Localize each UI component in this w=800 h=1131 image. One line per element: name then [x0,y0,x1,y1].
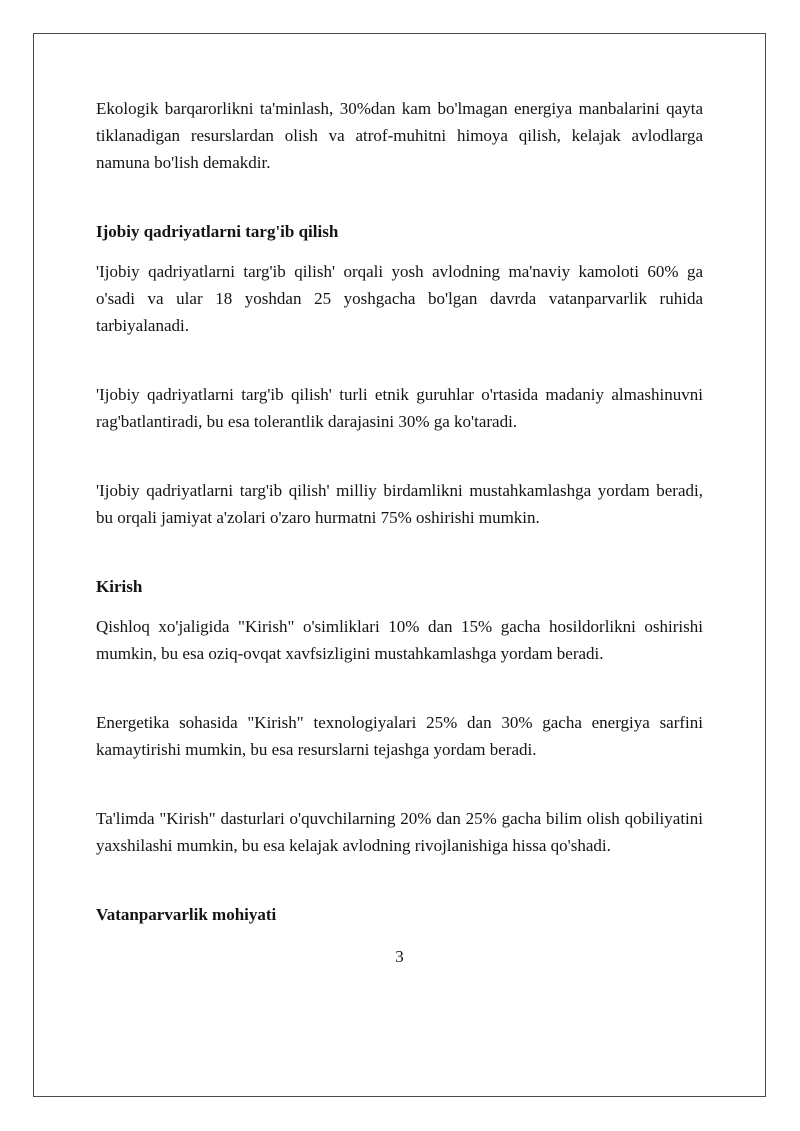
heading-kirish: Kirish [96,577,143,596]
heading-ijobiy-qadriyatlar: Ijobiy qadriyatlarni targ'ib qilish [96,222,339,241]
page-content [34,34,765,970]
paragraph-manaviy-kamolot: 'Ijobiy qadriyatlarni targ'ib qilish' orqali yosh avlodning ma'naviy kamoloti 60% ga o'sadi va ular 18 yoshdan 25 yoshgacha bo'lgan davrda vatanparvarlik ruhida tarbiyalanadi. [96,262,703,335]
paragraph-qishloq-xojaligi: Qishloq xo'jaligida "Kirish" o'simliklari 10% dan 15% gacha hosildorlikni oshirishi mumkin, bu esa oziq-ovqat xavfsizligini mustahkamlashga yordam beradi. [96,617,703,663]
paragraph-ekologik-barqarorlik: Ekologik barqarorlikni ta'minlash, 30%dan kam bo'lmagan energiya manbalarini qayta tiklanadigan resurslardan olish va atrof-muhitni himoya qilish, kelajak avlodlarga namuna bo'lish demakdir. [96,99,703,172]
page-number: 3 [395,947,404,966]
paragraph-milliy-birdamlik: 'Ijobiy qadriyatlarni targ'ib qilish' milliy birdamlikni mustahkamlashga yordam beradi, bu orqali jamiyat a'zolari o'zaro hurmatni 75% oshirishi mumkin. [96,481,703,527]
paragraph-madaniy-almashinuv: 'Ijobiy qadriyatlarni targ'ib qilish' turli etnik guruhlar o'rtasida madaniy almashinuvni rag'batlantiradi, bu esa tolerantlik darajasini 30% ga ko'taradi. [96,385,703,431]
document-page [33,33,766,1097]
paragraph-talim: Ta'limda "Kirish" dasturlari o'quvchilarning 20% dan 25% gacha bilim olish qobiliyatini yaxshilashi mumkin, bu esa kelajak avlodning rivojlanishiga hissa qo'shadi. [96,809,703,855]
heading-vatanparvarlik-mohiyati: Vatanparvarlik mohiyati [96,905,277,924]
paragraph-energetika: Energetika sohasida "Kirish" texnologiyalari 25% dan 30% gacha energiya sarfini kamaytirishi mumkin, bu esa resurslarni tejashga yordam beradi. [96,713,703,759]
